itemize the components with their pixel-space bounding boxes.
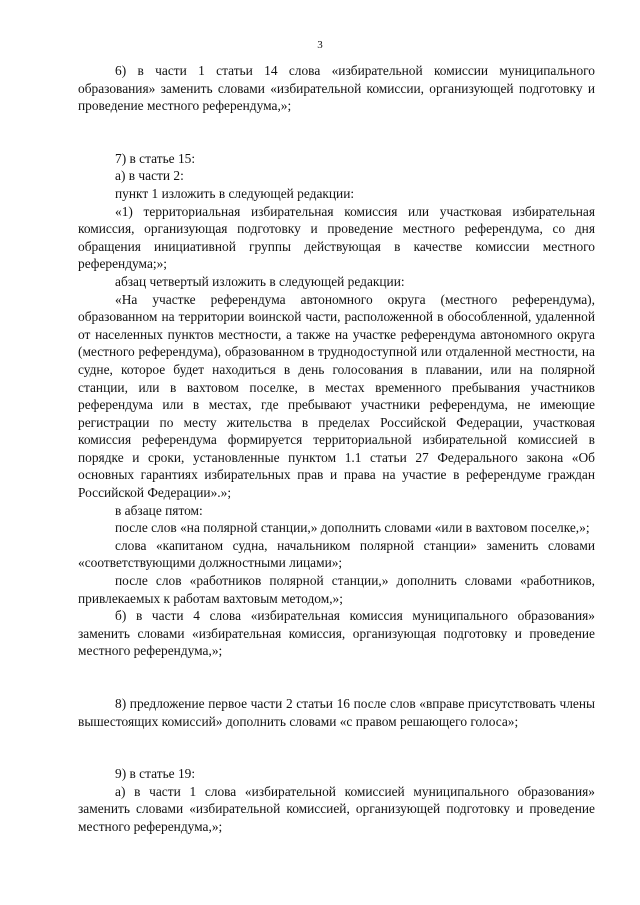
paragraph-gap — [78, 730, 595, 765]
paragraph: 6) в части 1 статьи 14 слова «избирательной комиссии муниципального образования» заменить словами «избирательной комиссии, организующей подготовку и проведение местного референдума,»; — [78, 63, 595, 114]
paragraph: пункт 1 изложить в следующей редакции: — [115, 185, 355, 201]
paragraph: 9) в статье 19: — [115, 766, 196, 782]
paragraph: 7) в статье 15: — [115, 150, 196, 166]
page-number: 3 — [317, 39, 323, 51]
paragraph: абзац четвертый изложить в следующей редакции: — [115, 273, 405, 289]
paragraph: в абзаце пятом: — [115, 502, 203, 518]
paragraph-gap — [78, 115, 595, 150]
paragraph: после слов «работников полярной станции,» дополнить словами «работников, привлекаемых к работам вахтовым методом,»; — [78, 573, 595, 606]
paragraph: слова «капитаном судна, начальником полярной станции» заменить словами «соответствующими должностными лицами»; — [78, 537, 595, 571]
paragraph: «1) территориальная избирательная комиссия или участковая избирательная комиссия, организующая подготовку и проведение местного референдума, со дня обращения инициативной группы действующая в качестве комиссии местного референдума;»; — [78, 203, 595, 272]
paragraph: а) в части 2: — [115, 168, 184, 184]
paragraph: «На участке референдума автономного округа (местного референдума), образованном на территории воинской части, расположенной в обособленной, удаленной от населенных пунктов местности, а также на участке референдума автономного округа (местного референдума), образованном в труднодоступной или отдаленной местности, на судне, которое будет находиться в день голосования в плавании, или на полярной станции, или в вахтовом поселке, в местах временного пребывания участников референдума или в местах, где пребывают участники референдума, не имеющие регистрации по месту жительства в пределах Российской Федерации, участковая комиссия референдума формируется территориальной избирательной комиссией в порядке и сроки, установленные пунктом 1.1 статьи 27 Федерального закона «Об основных гарантиях избирательных прав и права на участие в референдуме граждан Российской Федерации».»; — [78, 291, 595, 501]
paragraph: 8) предложение первое части 2 статьи 16 после слов «вправе присутствовать члены вышестоящих комиссий» дополнить словами «с правом решающего голоса»; — [78, 696, 595, 729]
paragraph: а) в части 1 слова «избирательной комиссией муниципального образования» заменить словами «избирательной комиссией, организующей подготовку и проведение местного референдума,»; — [78, 783, 595, 834]
document-body — [78, 62, 595, 836]
paragraph-gap — [78, 660, 595, 695]
paragraph: б) в части 4 слова «избирательная комиссия муниципального образования» заменить словами «избирательная комиссия, организующая подготовку и проведение местного референдума,»; — [78, 608, 595, 659]
paragraph: после слов «на полярной станции,» дополнить словами «или в вахтовом поселке,»; — [115, 520, 590, 536]
